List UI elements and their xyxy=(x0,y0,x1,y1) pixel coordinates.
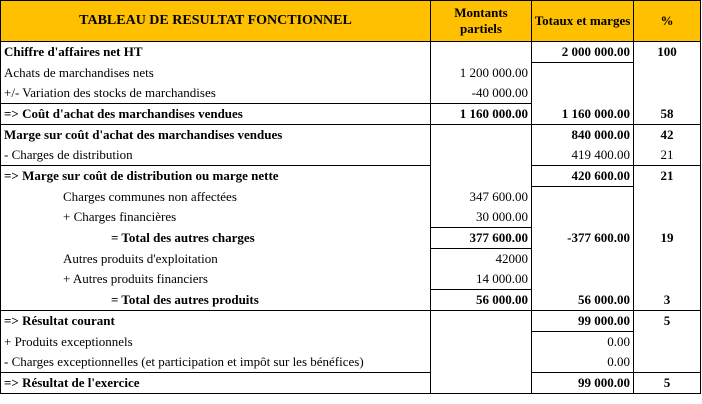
row-label: Charges communes non affectées xyxy=(1,187,431,208)
table-row xyxy=(1,249,701,270)
row-partial: 30 000.00 xyxy=(431,207,532,228)
table-row xyxy=(1,373,701,394)
table-row xyxy=(1,83,701,104)
row-partial: 56 000.00 xyxy=(431,290,532,311)
row-partial: 1 160 000.00 xyxy=(431,104,532,125)
row-pct xyxy=(634,269,701,290)
row-total xyxy=(532,249,634,270)
row-label: +/- Variation des stocks de marchandises xyxy=(1,83,431,104)
row-total: 1 160 000.00 xyxy=(532,104,634,125)
row-label: => Coût d'achat des marchandises vendues xyxy=(1,104,431,125)
row-label: + Produits exceptionnels xyxy=(1,332,431,353)
table-row xyxy=(1,145,701,166)
row-pct: 5 xyxy=(634,311,701,332)
row-pct xyxy=(634,207,701,228)
row-total: 420 600.00 xyxy=(532,166,634,187)
row-pct: 21 xyxy=(634,166,701,187)
row-total: 419 400.00 xyxy=(532,145,634,166)
row-label: Marge sur coût d'achat des marchandises vendues xyxy=(1,125,431,146)
table-row xyxy=(1,290,701,311)
row-label: = Total des autres produits xyxy=(1,290,431,311)
row-total: 0.00 xyxy=(532,332,634,353)
row-pct xyxy=(634,352,701,373)
row-total xyxy=(532,207,634,228)
row-total: 99 000.00 xyxy=(532,373,634,394)
row-pct xyxy=(634,249,701,270)
row-total xyxy=(532,83,634,104)
row-label: - Charges exceptionnelles (et participation et impôt sur les bénéfices) xyxy=(1,352,431,373)
table-row xyxy=(1,228,701,249)
row-total xyxy=(532,63,634,84)
header-percent: % xyxy=(634,1,701,42)
row-pct: 100 xyxy=(634,42,701,63)
row-pct: 19 xyxy=(634,228,701,249)
table-row xyxy=(1,125,701,146)
row-pct: 3 xyxy=(634,290,701,311)
row-partial: 42000 xyxy=(431,249,532,270)
row-total: 0.00 xyxy=(532,352,634,373)
row-partial: 377 600.00 xyxy=(431,228,532,249)
table-row xyxy=(1,311,701,332)
row-partial: -40 000.00 xyxy=(431,83,532,104)
row-total: 99 000.00 xyxy=(532,311,634,332)
row-total: 2 000 000.00 xyxy=(532,42,634,63)
header-partial-amounts: Montants partiels xyxy=(431,1,532,42)
row-pct xyxy=(634,332,701,353)
table-row xyxy=(1,187,701,208)
row-pct: 58 xyxy=(634,104,701,125)
table-header-row xyxy=(1,1,701,42)
table-row xyxy=(1,42,701,63)
row-pct: 5 xyxy=(634,373,701,394)
row-pct xyxy=(634,63,701,84)
row-partial xyxy=(431,311,532,332)
row-total xyxy=(532,269,634,290)
row-partial xyxy=(431,42,532,63)
row-label: => Résultat de l'exercice xyxy=(1,373,431,394)
table-title: TABLEAU DE RESULTAT FONCTIONNEL xyxy=(1,1,431,42)
row-partial xyxy=(431,373,532,394)
table-row xyxy=(1,352,701,373)
row-total: -377 600.00 xyxy=(532,228,634,249)
row-label: + Charges financières xyxy=(1,207,431,228)
row-label: Autres produits d'exploitation xyxy=(1,249,431,270)
row-label: Achats de marchandises nets xyxy=(1,63,431,84)
table-row xyxy=(1,269,701,290)
row-label: => Marge sur coût de distribution ou marge nette xyxy=(1,166,431,187)
row-pct xyxy=(634,187,701,208)
row-partial: 1 200 000.00 xyxy=(431,63,532,84)
row-partial xyxy=(431,332,532,353)
row-total: 56 000.00 xyxy=(532,290,634,311)
row-total: 840 000.00 xyxy=(532,125,634,146)
table-row xyxy=(1,166,701,187)
row-partial xyxy=(431,145,532,166)
table-row xyxy=(1,104,701,125)
row-label: => Résultat courant xyxy=(1,311,431,332)
header-totals-margins: Totaux et marges xyxy=(532,1,634,42)
row-partial xyxy=(431,166,532,187)
row-partial: 14 000.00 xyxy=(431,269,532,290)
row-total xyxy=(532,187,634,208)
row-partial: 347 600.00 xyxy=(431,187,532,208)
row-pct xyxy=(634,83,701,104)
table-row xyxy=(1,332,701,353)
row-partial xyxy=(431,125,532,146)
table-row xyxy=(1,207,701,228)
row-pct: 21 xyxy=(634,145,701,166)
row-pct: 42 xyxy=(634,125,701,146)
row-label: = Total des autres charges xyxy=(1,228,431,249)
row-label: + Autres produits financiers xyxy=(1,269,431,290)
row-partial xyxy=(431,352,532,373)
row-label: Chiffre d'affaires net HT xyxy=(1,42,431,63)
row-label: - Charges de distribution xyxy=(1,145,431,166)
table-row xyxy=(1,63,701,84)
